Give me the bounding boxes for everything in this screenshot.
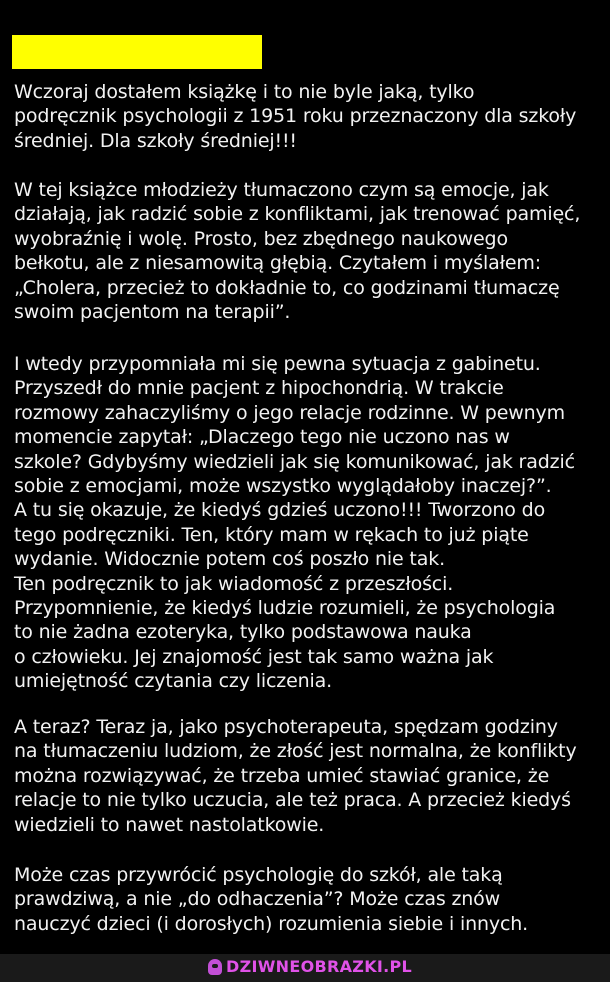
ghost-icon [208,959,222,975]
paragraph-4: A teraz? Teraz ja, jako psychoterapeuta, spędzam godziny na tłumaczeniu ludziom, że złość jest normalna, że konflikty można rozwiązywać, że trzeba umieć stawiać granice, że relacje to nie tylko uczucia, ale też praca. A przecież kiedyś wiedzieli to nawet nastolatkowie. [14,716,577,836]
paragraph-5: Może czas przywrócić psychologię do szkół, ale taką prawdziwą, a nie „do odhaczenia”? Może czas znów nauczyć dzieci (i dorosłych) rozumienia siebie i innych. [14,864,529,935]
paragraph-2: W tej książce młodzieży tłumaczono czym są emocje, jak działają, jak radzić sobie z konfliktami, jak trenować pamięć, wyobraźnię i wolę. Prosto, bez zbędnego naukowego bełkotu, ale z niesamowitą głębią. Czytałem i myślałem: „Cholera, przecież to dokładnie to, co godzinami tłumaczę swoim pacjentom na terapii”. [14,179,581,324]
brand-name: DZIWNEOBRAZKI.PL [226,957,413,976]
paragraph-3: I wtedy przypomniała mi się pewna sytuacja z gabinetu. Przyszedł do mnie pacjent z hipochondrią. W trakcie rozmowy zahaczyliśmy o jego relacje rodzinne. W pewnym momencie zapytał: „Dlaczego tego nie uczono nas w szkole? Gdybyśmy wiedzieli jak się komunikować, jak radzić sobie z emocjami, może wszystko wyglądałoby inaczej?”. A tu się okazuje, że kiedyś gdzieś uczono!!! Tworzono do tego podręczniki. Ten, który mam w rękach to już piąte wydanie. Widocznie potem coś poszło nie tak. Ten podręcznik to jak wiadomość z przeszłości. Przypomnienie, że kiedyś ludzie rozumieli, że psychologia to nie żadna ezoteryka, tylko podstawowa nauka o człowieku. Jej znajomość jest tak samo ważna jak umiejętność czytania czy liczenia. [14,353,575,693]
footer-bar [0,954,610,982]
paragraph-1: Wczoraj dostałem książkę i to nie byle jaką, tylko podręcznik psychologii z 1951 roku przeznaczony dla szkoły średniej. Dla szkoły średniej!!! [14,81,577,152]
brand-watermark[interactable] [208,957,412,976]
redacted-highlight-bar [12,35,262,69]
